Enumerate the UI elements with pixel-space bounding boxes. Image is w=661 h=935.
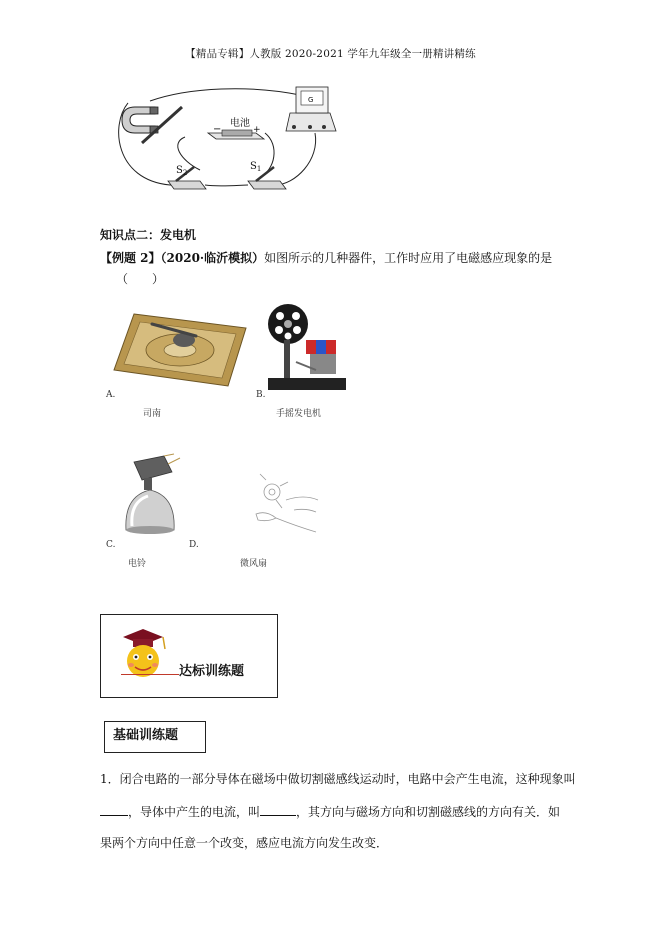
option-c-letter: C. (106, 540, 116, 550)
example-text: 如图所示的几种器件，工作时应用了电磁感应现象的是 (264, 251, 553, 265)
micro-fan-image (246, 470, 326, 536)
graduate-mascot-icon (119, 625, 169, 681)
meter-symbol: G (308, 96, 314, 104)
question-1-line-2 (100, 804, 560, 819)
option-c-caption: 电铃 (128, 559, 147, 569)
example-question (100, 251, 552, 265)
hand-generator-image (266, 300, 348, 392)
option-d-caption: 微风扇 (240, 559, 268, 569)
banner-rule (121, 674, 179, 675)
answer-blank-2[interactable] (260, 804, 296, 816)
question-1-text-b: ，其方向与磁场方向和切割磁感线的方向有关．如 (296, 805, 561, 819)
battery-minus-label: − (213, 124, 222, 135)
basic-title: 基础训练题 (113, 728, 179, 743)
answer-blank-1[interactable] (100, 804, 128, 816)
option-a-caption: 司南 (143, 409, 162, 419)
page-header: 【精品专辑】人教版 2020-2021 学年九年级全一册精讲精练 (185, 48, 476, 60)
horseshoe-magnet-icon (122, 107, 182, 143)
answer-paren: （ ） (116, 272, 165, 286)
question-1-line-1: 1．闭合电路的一部分导体在磁场中做切割磁感线运动时，电路中会产生电流，这种现象叫 (100, 772, 576, 786)
banner-title: 达标训练题 (179, 664, 245, 679)
basic-title-box (104, 721, 206, 753)
example-tag: 【例题 2】 (100, 251, 161, 265)
electric-bell-image (118, 452, 188, 538)
question-1-line-3: 果两个方向中任意一个改变，感应电流方向发生改变． (100, 836, 389, 850)
option-a-letter: A. (106, 390, 116, 400)
question-1-text-a: ，导体中产生的电流，叫 (128, 805, 261, 819)
battery-plus-label: + (253, 125, 261, 135)
option-b-letter: B. (256, 390, 266, 400)
option-b-caption: 手摇发电机 (276, 409, 322, 419)
option-d-letter: D. (189, 540, 199, 550)
switch-s1-label: $S_1$ (250, 161, 262, 173)
section-title: 知识点二：发电机 (100, 228, 197, 242)
battery-label: 电池 (230, 118, 250, 129)
compass-image (112, 306, 250, 388)
circuit-diagram (110, 85, 350, 205)
training-banner (100, 614, 278, 698)
example-source: （2020·临沂模拟） (160, 251, 265, 265)
switch-s2-label: $S_2$ (176, 165, 188, 177)
